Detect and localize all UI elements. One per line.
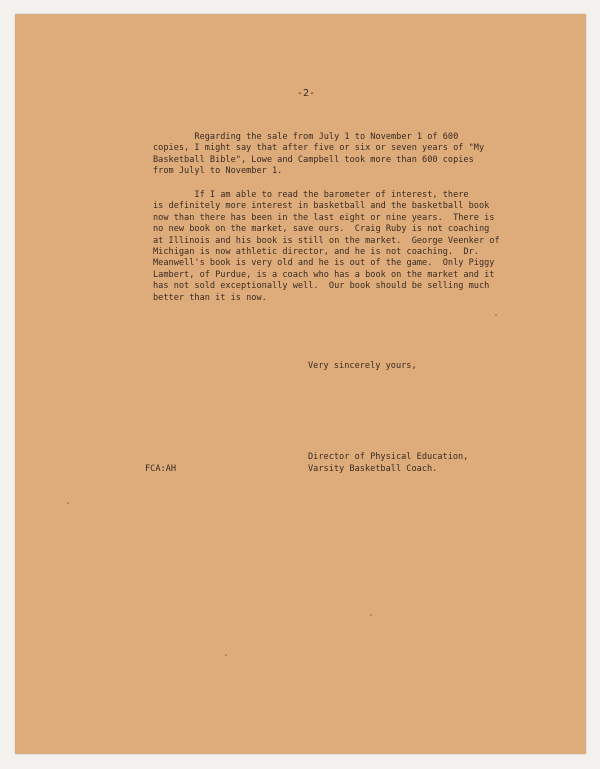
paragraph-2 <box>153 190 500 304</box>
paper-speck <box>370 614 372 616</box>
signature-title: Director of Physical Education, <box>308 452 469 462</box>
text-line: from Julyl to November 1. <box>153 166 283 177</box>
text-line: Lambert, of Purdue, is a coach who has a book on the market and it <box>153 269 495 280</box>
text-line: copies, I might say that after five or six or seven years of "My <box>153 143 485 154</box>
text-line: now than there has been in the last eight or nine years. There is <box>153 212 495 223</box>
text-line: Regarding the sale from July 1 to November 1 of 600 <box>153 132 459 142</box>
text-line: Michigan is now athletic director, and he is not coaching. Dr. <box>153 247 479 258</box>
signature-title: Varsity Basketball Coach. <box>308 464 438 474</box>
text-line: If I am able to read the barometer of interest, there <box>153 190 469 200</box>
text-line: no new book on the market, save ours. Craig Ruby is not coaching <box>153 224 490 235</box>
reference-initials: FCA:AH <box>145 464 177 474</box>
paper-speck <box>67 502 69 504</box>
paragraph-1 <box>153 132 484 178</box>
text-line: Basketball Bible", Lowe and Campbell took more than 600 copies <box>153 154 474 165</box>
text-line: better than it is now. <box>153 292 267 303</box>
signature-block <box>308 451 468 475</box>
text-line: is definitely more interest in basketball and the basketball book <box>153 201 490 212</box>
text-line: Meanwell's book is very old and he is out of the game. Only Piggy <box>153 258 495 269</box>
paper-speck <box>495 314 497 316</box>
paper-speck <box>225 654 227 656</box>
complimentary-close: Very sincerely yours, <box>308 361 417 371</box>
letter-page <box>15 14 586 754</box>
text-line: at Illinois and his book is still on the market. George Veenker of <box>153 235 500 246</box>
page-number: -2- <box>297 88 316 99</box>
text-line: has not sold exceptionally well. Our book should be selling much <box>153 281 490 292</box>
